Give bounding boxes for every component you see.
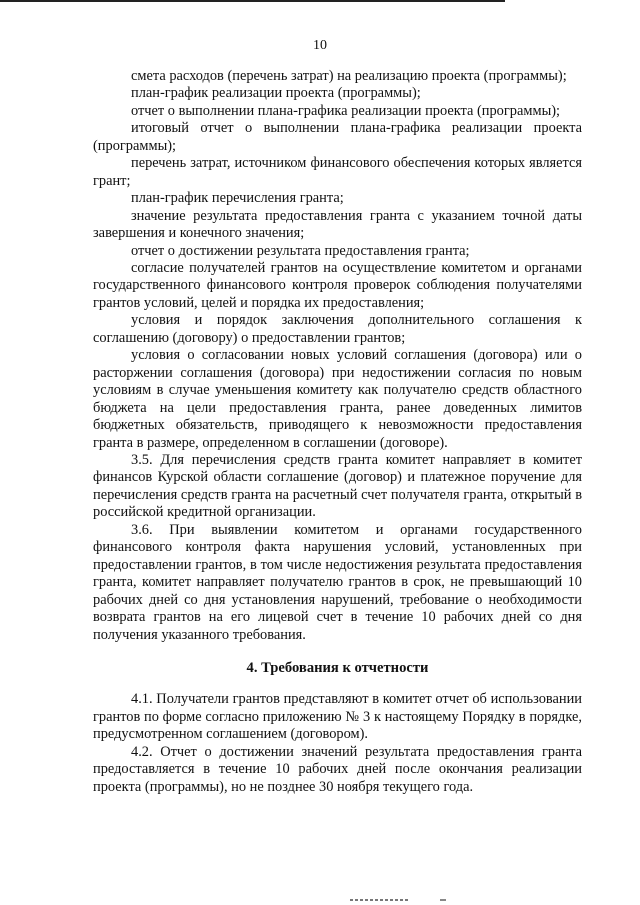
paragraph: 4.1. Получатели грантов представляют в комитет отчет об использовании грантов по форме согласно приложению № 3 к настоящему Порядку в порядке, предусмотренном соглашением (договором). bbox=[93, 691, 582, 743]
paragraph: итоговый отчет о выполнении плана-графика реализации проекта (программы); bbox=[93, 120, 582, 154]
paragraph: перечень затрат, источником финансового обеспечения которых является грант; bbox=[93, 155, 582, 189]
document-body bbox=[93, 68, 582, 796]
paragraph: условия о согласовании новых условий соглашения (договора) или о расторжении соглашения (договора) при недостижении согласия по новым условиям в случае уменьшения комитету как получателю средств областного бюджета на цели предоставления гранта, ранее доведенных лимитов бюджетных обязательств, приводящего к невозможности предоставления гранта в размере, определенном в соглашении (договоре). bbox=[93, 347, 582, 451]
paragraph: условия и порядок заключения дополнительного соглашения к соглашению (договору) о предоставлении грантов; bbox=[93, 312, 582, 346]
paragraph: 3.5. Для перечисления средств гранта комитет направляет в комитет финансов Курской области соглашение (договор) и платежное поручение для перечисления средств гранта на расчетный счет получателя гранта, открытый в российской кредитной организации. bbox=[93, 451, 582, 521]
paragraph: план-график реализации проекта (программы); bbox=[131, 85, 421, 102]
scan-artifact bbox=[440, 899, 446, 901]
paragraph-list-bottom bbox=[93, 691, 582, 796]
top-scan-edge-line bbox=[0, 0, 505, 2]
paragraph: смета расходов (перечень затрат) на реализацию проекта (программы); bbox=[131, 68, 567, 84]
paragraph: значение результата предоставления гранта с указанием точной даты завершения и конечного значения; bbox=[93, 207, 582, 242]
scan-artifact bbox=[350, 899, 410, 901]
paragraph: план-график перечисления гранта; bbox=[131, 190, 344, 207]
paragraph: отчет о достижении результата предоставления гранта; bbox=[131, 242, 470, 259]
section-heading: 4. Требования к отчетности bbox=[246, 659, 429, 676]
paragraph: 3.6. При выявлении комитетом и органами государственного финансового контроля факта нарушения условий, установленных при предоставлении грантов, в том числе недостижения результата предоставления гранта, комитет направляет получателю грантов в срок, не превышающий 10 рабочих дней со дня установления нарушений, требование о необходимости возврата грантов на его лицевой счет в течение 10 рабочих дней со дня получения указанного требования. bbox=[93, 521, 582, 643]
paragraph: отчет о выполнении плана-графика реализации проекта (программы); bbox=[131, 102, 561, 119]
paragraph-list-top bbox=[93, 68, 582, 644]
page-number: 10 bbox=[313, 38, 327, 53]
paragraph: согласие получателей грантов на осуществление комитетом и органами государственного финансового контроля проверок соблюдения получателями грантов условий, целей и порядка их предоставления; bbox=[93, 259, 582, 311]
paragraph: 4.2. Отчет о достижении значений результата предоставления гранта предоставляется в течение 10 рабочих дней после окончания реализации проекта (программы), но не позднее 30 ноября текущего года. bbox=[93, 743, 582, 795]
